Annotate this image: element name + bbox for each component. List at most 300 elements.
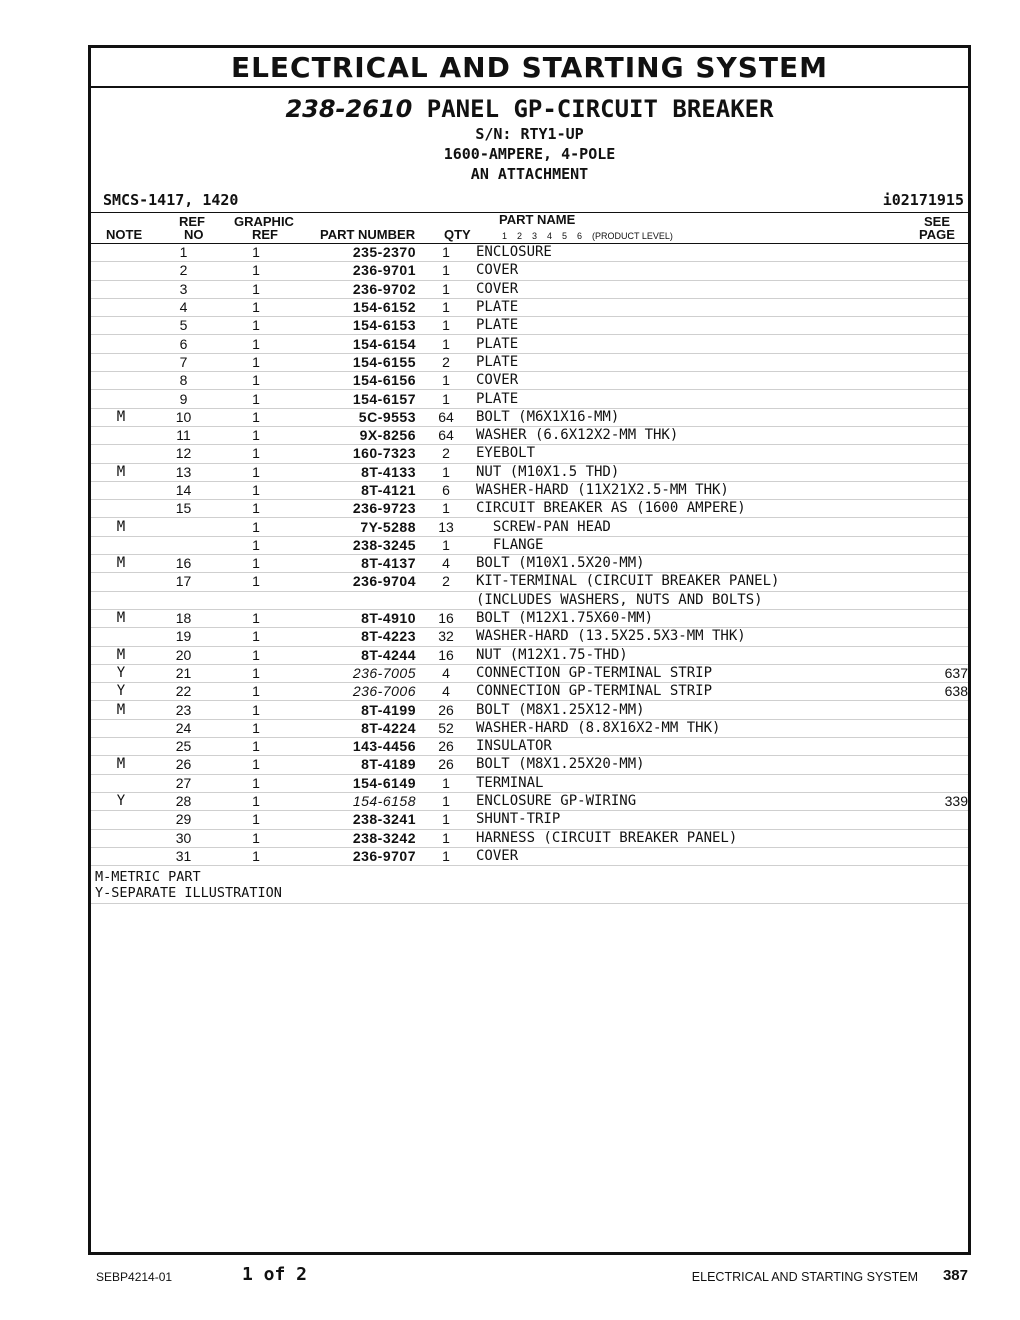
cell-part-number: 238-3245	[296, 536, 416, 554]
cell-see-page	[882, 445, 968, 463]
cell-part-name: WASHER-HARD (11X21X2.5-MM THK)	[476, 481, 882, 499]
serial-number: S/N: RTY1-UP	[475, 125, 584, 143]
cell-qty: 1	[416, 335, 476, 353]
col-see-top: SEE	[924, 214, 951, 229]
cell-note	[91, 591, 151, 609]
cell-graphic-ref: 1	[216, 701, 296, 719]
cell-qty: 4	[416, 683, 476, 701]
table-row	[91, 536, 968, 554]
cell-ref-no: 6	[151, 335, 216, 353]
cell-graphic-ref: 1	[216, 353, 296, 371]
cell-see-page	[882, 298, 968, 316]
table-row	[91, 500, 968, 518]
footer-section: ELECTRICAL AND STARTING SYSTEM	[691, 1270, 918, 1284]
cell-note	[91, 280, 151, 298]
cell-graphic-ref: 1	[216, 774, 296, 792]
cell-note	[91, 426, 151, 444]
cell-part-number: 154-6152	[296, 298, 416, 316]
cell-part-name: PLATE	[476, 317, 882, 335]
cell-note	[91, 481, 151, 499]
cell-part-number: 154-6155	[296, 353, 416, 371]
table-row	[91, 372, 968, 390]
cell-ref-no	[151, 518, 216, 536]
col-see-bottom: PAGE	[919, 227, 955, 242]
cell-note	[91, 372, 151, 390]
cell-qty: 52	[416, 719, 476, 737]
smcs-row	[91, 190, 968, 210]
cell-see-page: 637	[882, 664, 968, 682]
cell-part-name: NUT (M10X1.5 THD)	[476, 463, 882, 481]
cell-see-page	[882, 591, 968, 609]
cell-part-number: 160-7323	[296, 445, 416, 463]
cell-note: M	[91, 555, 151, 573]
table-row	[91, 298, 968, 316]
cell-part-number: 236-9704	[296, 573, 416, 591]
cell-ref-no: 13	[151, 463, 216, 481]
cell-part-number: 8T-4121	[296, 481, 416, 499]
cell-see-page	[882, 738, 968, 756]
cell-see-page	[882, 646, 968, 664]
cell-ref-no: 18	[151, 609, 216, 627]
cell-ref-no: 30	[151, 829, 216, 847]
cell-see-page	[882, 847, 968, 865]
cell-see-page	[882, 774, 968, 792]
cell-part-number: 8T-4223	[296, 628, 416, 646]
cell-part-number: 8T-4244	[296, 646, 416, 664]
cell-qty: 1	[416, 390, 476, 408]
cell-see-page	[882, 335, 968, 353]
cell-part-number: 8T-4910	[296, 609, 416, 627]
cell-graphic-ref: 1	[216, 719, 296, 737]
cell-part-number: 8T-4224	[296, 719, 416, 737]
table-row	[91, 390, 968, 408]
cell-graphic-ref: 1	[216, 756, 296, 774]
cell-part-number: 8T-4199	[296, 701, 416, 719]
cell-note	[91, 774, 151, 792]
cell-see-page	[882, 628, 968, 646]
page-footer	[96, 1264, 968, 1288]
cell-see-page	[882, 719, 968, 737]
cell-note	[91, 829, 151, 847]
cell-part-number: 5C-9553	[296, 408, 416, 426]
table-row	[91, 244, 968, 262]
table-row	[91, 280, 968, 298]
cell-graphic-ref: 1	[216, 555, 296, 573]
cell-note	[91, 500, 151, 518]
cell-part-name: ENCLOSURE GP-WIRING	[476, 792, 882, 810]
cell-graphic-ref: 1	[216, 609, 296, 627]
cell-note	[91, 262, 151, 280]
col-qty: QTY	[444, 227, 471, 242]
table-row	[91, 664, 968, 682]
cell-ref-no: 26	[151, 756, 216, 774]
cell-ref-no: 20	[151, 646, 216, 664]
cell-see-page	[882, 372, 968, 390]
cell-part-name: TERMINAL	[476, 774, 882, 792]
cell-qty: 1	[416, 463, 476, 481]
cell-graphic-ref: 1	[216, 317, 296, 335]
cell-see-page	[882, 536, 968, 554]
cell-note: M	[91, 646, 151, 664]
cell-note	[91, 573, 151, 591]
cell-ref-no: 28	[151, 792, 216, 810]
cell-graphic-ref: 1	[216, 426, 296, 444]
cell-qty: 1	[416, 847, 476, 865]
cell-note: M	[91, 463, 151, 481]
cell-graphic-ref: 1	[216, 335, 296, 353]
cell-see-page	[882, 701, 968, 719]
cell-part-name: HARNESS (CIRCUIT BREAKER PANEL)	[476, 829, 882, 847]
cell-ref-no: 3	[151, 280, 216, 298]
cell-graphic-ref: 1	[216, 829, 296, 847]
cell-ref-no: 4	[151, 298, 216, 316]
cell-note	[91, 719, 151, 737]
cell-part-name: BOLT (M10X1.5X20-MM)	[476, 555, 882, 573]
cell-part-name: WASHER-HARD (8.8X16X2-MM THK)	[476, 719, 882, 737]
cell-see-page: 339	[882, 792, 968, 810]
cell-note	[91, 811, 151, 829]
table-row	[91, 463, 968, 481]
cell-see-page	[882, 426, 968, 444]
cell-ref-no: 2	[151, 262, 216, 280]
cell-see-page	[882, 280, 968, 298]
cell-part-name: KIT-TERMINAL (CIRCUIT BREAKER PANEL)	[476, 573, 882, 591]
cell-part-name: ENCLOSURE	[476, 244, 882, 262]
cell-part-name: COVER	[476, 280, 882, 298]
cell-ref-no	[151, 536, 216, 554]
cell-qty: 16	[416, 609, 476, 627]
cell-graphic-ref: 1	[216, 372, 296, 390]
cell-graphic-ref: 1	[216, 500, 296, 518]
cell-qty: 64	[416, 426, 476, 444]
cell-see-page	[882, 408, 968, 426]
cell-graphic-ref: 1	[216, 408, 296, 426]
table-row	[91, 774, 968, 792]
cell-note: M	[91, 408, 151, 426]
cell-see-page	[882, 481, 968, 499]
cell-note: M	[91, 609, 151, 627]
cell-part-number: 238-3242	[296, 829, 416, 847]
cell-ref-no: 9	[151, 390, 216, 408]
footer-page-of: 1 of 2	[242, 1264, 308, 1285]
attachment-note: AN ATTACHMENT	[470, 165, 589, 183]
cell-part-number: 154-6157	[296, 390, 416, 408]
legend	[91, 866, 968, 904]
cell-part-number: 235-2370	[296, 244, 416, 262]
cell-note: M	[91, 518, 151, 536]
cell-qty: 1	[416, 262, 476, 280]
cell-see-page	[882, 500, 968, 518]
cell-qty: 1	[416, 792, 476, 810]
cell-graphic-ref: 1	[216, 445, 296, 463]
cell-part-number: 238-3241	[296, 811, 416, 829]
cell-graphic-ref: 1	[216, 536, 296, 554]
cell-graphic-ref: 1	[216, 738, 296, 756]
cell-part-name: BOLT (M8X1.25X20-MM)	[476, 756, 882, 774]
cell-see-page: 638	[882, 683, 968, 701]
cell-graphic-ref: 1	[216, 573, 296, 591]
cell-ref-no: 31	[151, 847, 216, 865]
parts-table-body	[91, 244, 968, 866]
table-row	[91, 518, 968, 536]
cell-part-name: SCREW-PAN HEAD	[476, 518, 882, 536]
cell-see-page	[882, 262, 968, 280]
cell-part-name: BOLT (M12X1.75X60-MM)	[476, 609, 882, 627]
cell-qty: 1	[416, 317, 476, 335]
table-row	[91, 719, 968, 737]
cell-qty: 1	[416, 500, 476, 518]
cell-qty: 1	[416, 372, 476, 390]
table-row	[91, 683, 968, 701]
cell-part-number: 236-9701	[296, 262, 416, 280]
cell-part-name: BOLT (M8X1.25X12-MM)	[476, 701, 882, 719]
cell-note	[91, 298, 151, 316]
cell-part-name: EYEBOLT	[476, 445, 882, 463]
part-title-line	[91, 94, 968, 124]
cell-graphic-ref: 1	[216, 683, 296, 701]
cell-graphic-ref: 1	[216, 298, 296, 316]
cell-qty: 1	[416, 244, 476, 262]
cell-see-page	[882, 244, 968, 262]
column-header	[91, 212, 968, 244]
cell-qty: 4	[416, 664, 476, 682]
table-row	[91, 335, 968, 353]
cell-part-name: CONNECTION GP-TERMINAL STRIP	[476, 683, 882, 701]
cell-part-number: 8T-4189	[296, 756, 416, 774]
cell-see-page	[882, 317, 968, 335]
table-row	[91, 847, 968, 865]
cell-ref-no	[151, 591, 216, 609]
cell-qty	[416, 591, 476, 609]
cell-ref-no: 17	[151, 573, 216, 591]
cell-part-number: 154-6154	[296, 335, 416, 353]
cell-qty: 13	[416, 518, 476, 536]
cell-see-page	[882, 811, 968, 829]
table-row	[91, 262, 968, 280]
cell-part-name: COVER	[476, 372, 882, 390]
table-row	[91, 573, 968, 591]
cell-part-number: 154-6156	[296, 372, 416, 390]
table-row	[91, 628, 968, 646]
table-row	[91, 738, 968, 756]
cell-qty: 16	[416, 646, 476, 664]
cell-part-name: COVER	[476, 262, 882, 280]
cell-note	[91, 738, 151, 756]
table-row	[91, 353, 968, 371]
cell-ref-no: 12	[151, 445, 216, 463]
cell-graphic-ref: 1	[216, 280, 296, 298]
cell-note	[91, 445, 151, 463]
table-row	[91, 591, 968, 609]
table-row	[91, 426, 968, 444]
cell-qty: 1	[416, 298, 476, 316]
cell-qty: 26	[416, 756, 476, 774]
cell-part-number: 154-6158	[296, 792, 416, 810]
cell-part-name: SHUNT-TRIP	[476, 811, 882, 829]
cell-ref-no: 23	[151, 701, 216, 719]
cell-graphic-ref: 1	[216, 244, 296, 262]
cell-note	[91, 353, 151, 371]
cell-ref-no: 25	[151, 738, 216, 756]
cell-qty: 1	[416, 280, 476, 298]
cell-note: M	[91, 756, 151, 774]
cell-part-name: (INCLUDES WASHERS, NUTS AND BOLTS)	[476, 591, 882, 609]
parts-table	[91, 244, 968, 866]
cell-graphic-ref: 1	[216, 792, 296, 810]
cell-part-number: 236-7006	[296, 683, 416, 701]
cell-part-name: PLATE	[476, 353, 882, 371]
cell-part-name: PLATE	[476, 335, 882, 353]
table-row	[91, 408, 968, 426]
cell-see-page	[882, 573, 968, 591]
cell-ref-no: 14	[151, 481, 216, 499]
cell-note	[91, 390, 151, 408]
cell-note	[91, 847, 151, 865]
cell-part-name: COVER	[476, 847, 882, 865]
table-row	[91, 829, 968, 847]
cell-part-name: WASHER (6.6X12X2-MM THK)	[476, 426, 882, 444]
cell-part-name: PLATE	[476, 298, 882, 316]
table-row	[91, 792, 968, 810]
cell-note	[91, 317, 151, 335]
table-row	[91, 481, 968, 499]
cell-qty: 2	[416, 353, 476, 371]
table-row	[91, 646, 968, 664]
cell-graphic-ref	[216, 591, 296, 609]
cell-qty: 64	[416, 408, 476, 426]
cell-part-number: 9X-8256	[296, 426, 416, 444]
cell-part-name: FLANGE	[476, 536, 882, 554]
cell-part-name: INSULATOR	[476, 738, 882, 756]
cell-qty: 1	[416, 774, 476, 792]
cell-graphic-ref: 1	[216, 847, 296, 865]
cell-see-page	[882, 756, 968, 774]
cell-graphic-ref: 1	[216, 646, 296, 664]
cell-graphic-ref: 1	[216, 262, 296, 280]
col-graphic-top: GRAPHIC	[234, 214, 294, 229]
col-product-level: 1 2 3 4 5 6 (PRODUCT LEVEL)	[502, 231, 673, 241]
cell-graphic-ref: 1	[216, 481, 296, 499]
cell-part-name: CONNECTION GP-TERMINAL STRIP	[476, 664, 882, 682]
cell-note	[91, 536, 151, 554]
cell-note	[91, 628, 151, 646]
parts-page-frame	[88, 45, 971, 1255]
cell-qty: 4	[416, 555, 476, 573]
cell-ref-no: 29	[151, 811, 216, 829]
cell-part-number: 7Y-5288	[296, 518, 416, 536]
cell-graphic-ref: 1	[216, 390, 296, 408]
cell-qty: 2	[416, 445, 476, 463]
col-note: NOTE	[106, 227, 143, 242]
cell-part-number: 143-4456	[296, 738, 416, 756]
cell-part-number: 236-7005	[296, 664, 416, 682]
cell-graphic-ref: 1	[216, 664, 296, 682]
cell-qty: 1	[416, 536, 476, 554]
cell-ref-no: 11	[151, 426, 216, 444]
cell-graphic-ref: 1	[216, 463, 296, 481]
cell-qty: 26	[416, 738, 476, 756]
cell-graphic-ref: 1	[216, 518, 296, 536]
cell-note: M	[91, 701, 151, 719]
cell-note: Y	[91, 683, 151, 701]
cell-part-number: 8T-4137	[296, 555, 416, 573]
cell-graphic-ref: 1	[216, 811, 296, 829]
group-part-title: PANEL GP-CIRCUIT BREAKER	[426, 95, 774, 123]
cell-part-number: 8T-4133	[296, 463, 416, 481]
cell-ref-no: 1	[151, 244, 216, 262]
footer-page-number: 387	[942, 1267, 968, 1284]
cell-ref-no: 10	[151, 408, 216, 426]
cell-note	[91, 335, 151, 353]
cell-graphic-ref: 1	[216, 628, 296, 646]
table-row	[91, 756, 968, 774]
cell-see-page	[882, 353, 968, 371]
cell-ref-no: 5	[151, 317, 216, 335]
cell-qty: 32	[416, 628, 476, 646]
table-row	[91, 317, 968, 335]
table-row	[91, 445, 968, 463]
cell-ref-no: 22	[151, 683, 216, 701]
cell-ref-no: 19	[151, 628, 216, 646]
cell-part-name: BOLT (M6X1X16-MM)	[476, 408, 882, 426]
cell-part-name: PLATE	[476, 390, 882, 408]
cell-qty: 1	[416, 829, 476, 847]
cell-part-name: CIRCUIT BREAKER AS (1600 AMPERE)	[476, 500, 882, 518]
cell-part-number: 154-6153	[296, 317, 416, 335]
part-header	[91, 94, 968, 184]
cell-part-number: 236-9723	[296, 500, 416, 518]
cell-note: Y	[91, 792, 151, 810]
cell-ref-no: 27	[151, 774, 216, 792]
group-part-number: 238-2610	[285, 95, 413, 123]
cell-note	[91, 244, 151, 262]
cell-part-name: NUT (M12X1.75-THD)	[476, 646, 882, 664]
footer-doc-id: SEBP4214-01	[96, 1270, 173, 1284]
cell-qty: 26	[416, 701, 476, 719]
cell-qty: 1	[416, 811, 476, 829]
table-row	[91, 609, 968, 627]
cell-part-number: 236-9707	[296, 847, 416, 865]
cell-part-number	[296, 591, 416, 609]
section-title: ELECTRICAL AND STARTING SYSTEM	[91, 48, 968, 88]
cell-qty: 6	[416, 481, 476, 499]
col-part-number: PART NUMBER	[320, 227, 416, 242]
cell-part-name: WASHER-HARD (13.5X25.5X3-MM THK)	[476, 628, 882, 646]
cell-ref-no: 15	[151, 500, 216, 518]
cell-see-page	[882, 555, 968, 573]
col-ref-bottom: NO	[184, 227, 204, 242]
smcs-code: SMCS-1417, 1420	[103, 191, 239, 209]
col-graphic-bottom: REF	[252, 227, 278, 242]
cell-ref-no: 7	[151, 353, 216, 371]
legend-separate: Y-SEPARATE ILLUSTRATION	[95, 885, 282, 902]
cell-qty: 2	[416, 573, 476, 591]
legend-metric: M-METRIC PART	[95, 869, 201, 886]
cell-ref-no: 21	[151, 664, 216, 682]
illustration-id: i02171915	[882, 191, 964, 209]
cell-ref-no: 16	[151, 555, 216, 573]
rating: 1600-AMPERE, 4-POLE	[443, 145, 616, 163]
table-row	[91, 811, 968, 829]
cell-ref-no: 8	[151, 372, 216, 390]
cell-see-page	[882, 609, 968, 627]
cell-ref-no: 24	[151, 719, 216, 737]
cell-see-page	[882, 829, 968, 847]
cell-see-page	[882, 390, 968, 408]
cell-part-number: 154-6149	[296, 774, 416, 792]
table-row	[91, 701, 968, 719]
cell-note: Y	[91, 664, 151, 682]
